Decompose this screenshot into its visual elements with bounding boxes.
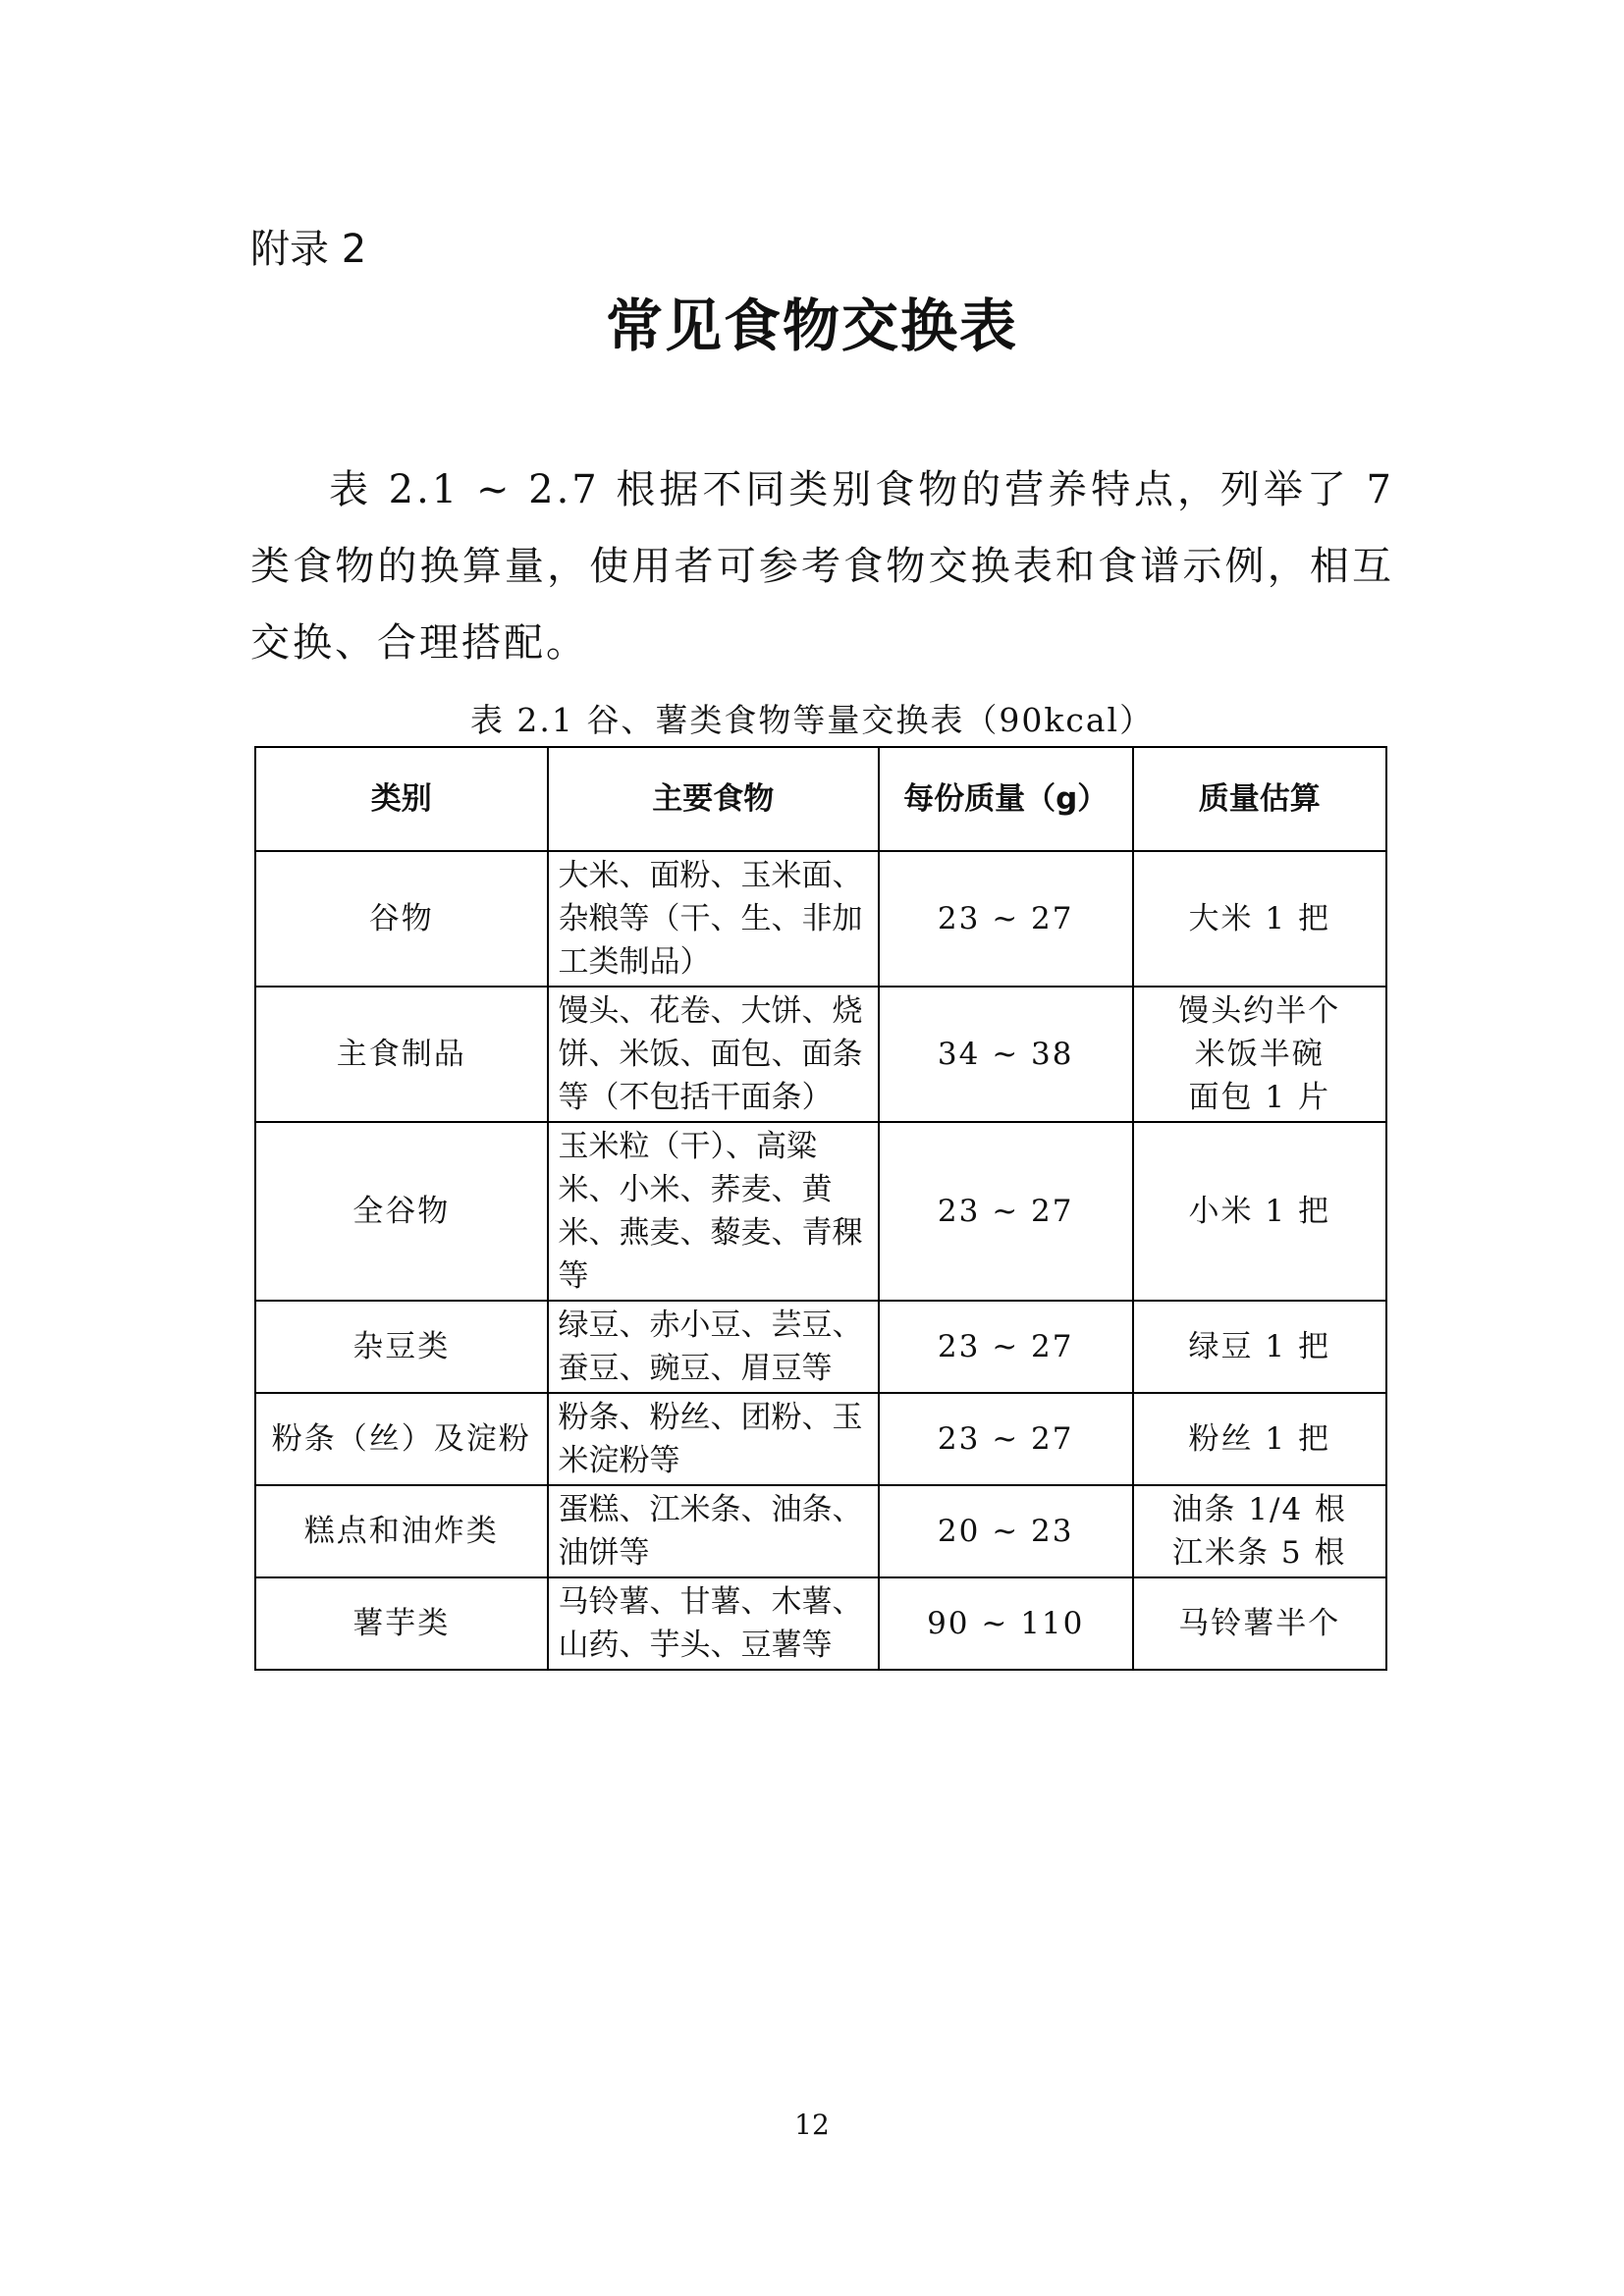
page-title: 常见食物交换表 (605, 293, 1018, 359)
category-cell: 主食制品 (255, 987, 548, 1122)
foods-cell: 绿豆、赤小豆、芸豆、蚕豆、豌豆、眉豆等 (548, 1301, 879, 1393)
table-row (255, 1577, 1386, 1670)
mass-cell: 20 ~ 23 (879, 1485, 1133, 1577)
foods-cell: 蛋糕、江米条、油条、油饼等 (548, 1485, 879, 1577)
intro-paragraph: 表 2.1 ~ 2.7 根据不同类别食物的营养特点，列举了 7 类食物的换算量，使用者可参考食物交换表和食谱示例，相互交换、合理搭配。 (250, 467, 1394, 666)
mass-cell: 23 ~ 27 (879, 851, 1133, 987)
table-row (255, 1301, 1386, 1393)
food-exchange-table (254, 746, 1387, 1671)
header-foods: 主要食物 (548, 747, 879, 851)
table-row (255, 987, 1386, 1122)
foods-cell: 粉条、粉丝、团粉、玉米淀粉等 (548, 1393, 879, 1485)
category-cell: 全谷物 (255, 1122, 548, 1301)
table-row (255, 851, 1386, 987)
estimate-cell: 油条 1/4 根 江米条 5 根 (1133, 1485, 1387, 1577)
table-header-row (255, 747, 1386, 851)
header-mass: 每份质量（g） (879, 747, 1133, 851)
appendix-label: 附录 2 (250, 227, 367, 272)
category-cell: 谷物 (255, 851, 548, 987)
estimate-cell: 马铃薯半个 (1133, 1577, 1387, 1670)
page-number: 12 (794, 2109, 830, 2141)
category-cell: 杂豆类 (255, 1301, 548, 1393)
mass-cell: 34 ~ 38 (879, 987, 1133, 1122)
category-cell: 糕点和油炸类 (255, 1485, 548, 1577)
mass-cell: 23 ~ 27 (879, 1393, 1133, 1485)
header-category: 类别 (255, 747, 548, 851)
foods-cell: 馒头、花卷、大饼、烧饼、米饭、面包、面条等（不包括干面条） (548, 987, 879, 1122)
estimate-cell: 绿豆 1 把 (1133, 1301, 1387, 1393)
table-row (255, 1393, 1386, 1485)
mass-cell: 23 ~ 27 (879, 1301, 1133, 1393)
table-row (255, 1122, 1386, 1301)
estimate-cell: 粉丝 1 把 (1133, 1393, 1387, 1485)
table-row (255, 1485, 1386, 1577)
category-cell: 粉条（丝）及淀粉 (255, 1393, 548, 1485)
estimate-cell: 大米 1 把 (1133, 851, 1387, 987)
mass-cell: 90 ~ 110 (879, 1577, 1133, 1670)
header-estimate: 质量估算 (1133, 747, 1387, 851)
category-cell: 薯芋类 (255, 1577, 548, 1670)
foods-cell: 玉米粒（干）、高粱米、小米、荞麦、黄米、燕麦、藜麦、青稞等 (548, 1122, 879, 1301)
foods-cell: 马铃薯、甘薯、木薯、山药、芋头、豆薯等 (548, 1577, 879, 1670)
foods-cell: 大米、面粉、玉米面、杂粮等（干、生、非加工类制品） (548, 851, 879, 987)
table-caption: 表 2.1 谷、薯类食物等量交换表（90kcal） (469, 701, 1155, 739)
mass-cell: 23 ~ 27 (879, 1122, 1133, 1301)
estimate-cell: 小米 1 把 (1133, 1122, 1387, 1301)
estimate-cell: 馒头约半个 米饭半碗 面包 1 片 (1133, 987, 1387, 1122)
